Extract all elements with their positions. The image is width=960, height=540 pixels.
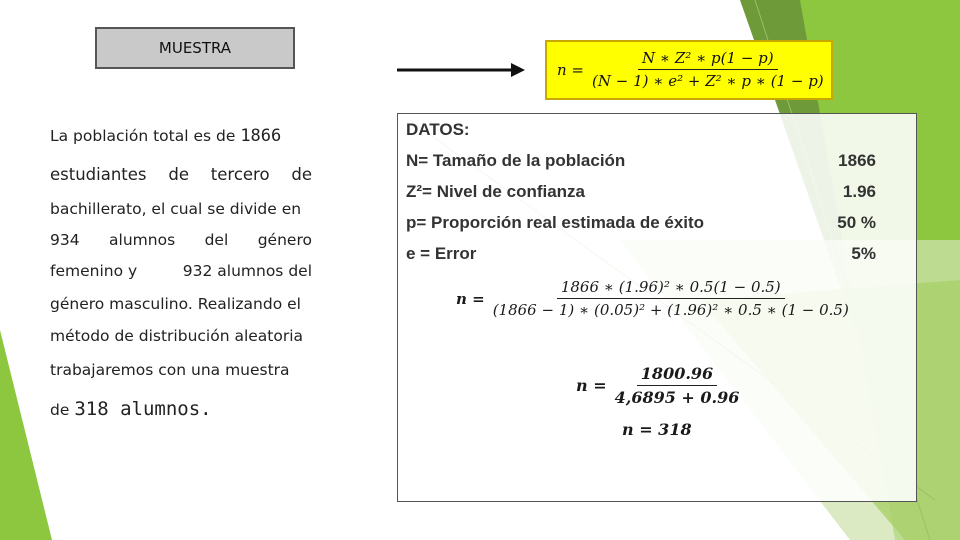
datos-row: N= Tamaño de la población 1866 bbox=[406, 151, 876, 170]
paragraph-line-8: trabajaremos con una muestra bbox=[50, 361, 290, 379]
formula-numerator: N ∗ Z² ∗ p(1 − p) bbox=[638, 49, 778, 70]
paragraph-line-6: género masculino. Realizando el bbox=[50, 295, 301, 313]
sample-size-formula bbox=[557, 49, 828, 90]
arrow-right-icon bbox=[395, 60, 525, 80]
result-formula: n = 318 bbox=[622, 420, 692, 439]
paragraph-line-3: bachillerato, el cual se divide en bbox=[50, 200, 302, 218]
datos-row: p= Proporción real estimada de éxito 50 % bbox=[406, 213, 876, 232]
title-box bbox=[95, 27, 295, 69]
paragraph-line-4: 934 alumnos del género bbox=[50, 231, 312, 249]
slide-title: MUESTRA bbox=[158, 39, 232, 57]
formula-denominator: (N − 1) ∗ e² + Z² ∗ p ∗ (1 − p) bbox=[592, 72, 824, 90]
paragraph-line-9: de 318 alumnos. bbox=[50, 398, 212, 420]
left-green-wedge bbox=[0, 330, 52, 540]
formula-box bbox=[545, 40, 833, 100]
datos-heading: DATOS: bbox=[406, 120, 470, 139]
datos-row: e = Error 5% bbox=[406, 244, 876, 263]
simplified-formula: n = $\frac{1800.96}{4,6895 + 0.96}$ bbox=[576, 364, 740, 407]
substituted-formula: n = $\frac{\text{1866 ∗ (1.96)² ∗ 0.5(1 − 0.5)}}{\text{(1866 − 1) ∗ (0.05)² + (1.96)² ∗ 0.5 ∗ (1 − 0.5)}}$ bbox=[456, 278, 849, 319]
formula-lhs: n = bbox=[557, 60, 584, 79]
datos-row: Z²= Nivel de confianza 1.96 bbox=[406, 182, 876, 201]
paragraph-line-2: estudiantes de tercero de bbox=[50, 165, 312, 184]
paragraph-line-1: La población total es de 1866 bbox=[50, 126, 282, 146]
paragraph-line-5: femenino y 932 alumnos del bbox=[50, 262, 312, 280]
paragraph-line-7: método de distribución aleatoria bbox=[50, 327, 304, 345]
datos-panel bbox=[397, 113, 917, 502]
